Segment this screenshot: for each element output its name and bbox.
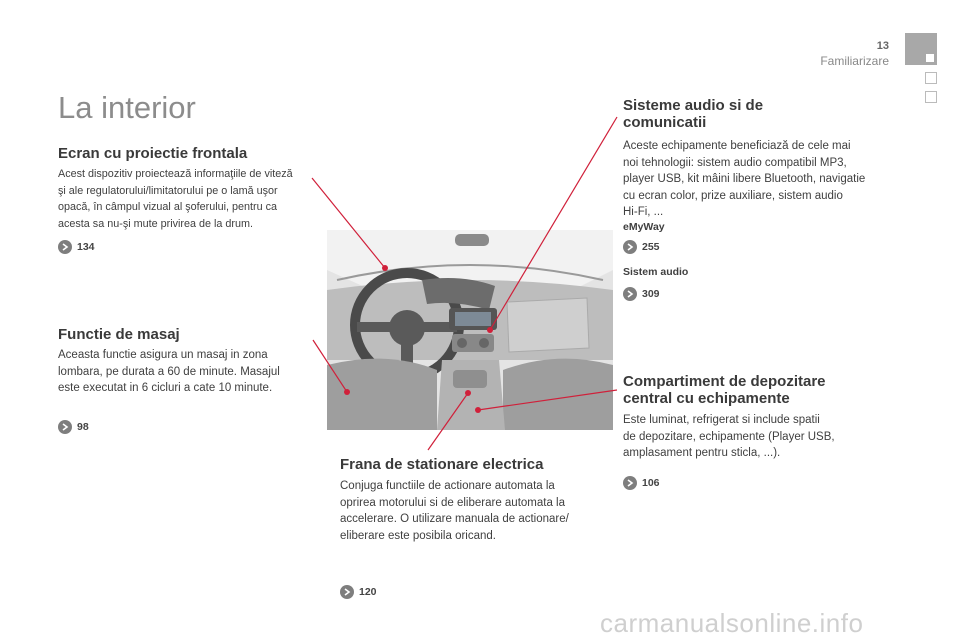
text-line: oprirea motorului si de eliberare automata la xyxy=(340,496,566,509)
text-line: Conjuga functiile de actionare automata la xyxy=(340,480,555,492)
massage-heading: Functie de masaj xyxy=(58,326,180,343)
text-line: este executat in 6 cicluri a cate 10 minute. xyxy=(58,382,273,394)
text-line: lombara, pe durata a 60 de minute. Masajul xyxy=(58,365,280,378)
page-ref-number: 309 xyxy=(642,288,660,300)
text-line: opacă, în câmpul vizual al şoferului, pentru ca xyxy=(58,201,278,213)
emyway-subheading: eMyWay xyxy=(623,221,665,233)
watermark: carmanualsonline.info xyxy=(600,608,864,638)
page-title: La interior xyxy=(58,90,196,125)
hud-heading: Ecran cu proiectie frontala xyxy=(58,145,248,162)
text-line: accelerare. O utilizare manuala de actionare/ xyxy=(340,513,569,525)
text-line: de depozitare, echipamente (Player USB, xyxy=(623,430,835,443)
page-number: 13 xyxy=(876,40,889,52)
parking-brake-heading: Frana de stationare electrica xyxy=(340,456,544,473)
heading-line: comunicatii xyxy=(623,114,707,131)
page-ref-number: 106 xyxy=(642,477,660,489)
text-line: acesta sa nu-şi mute privirea de la drum. xyxy=(58,217,254,230)
page-ref-number: 134 xyxy=(77,241,95,253)
heading-line: central cu echipamente xyxy=(623,390,790,407)
chapter-title: Familiarizare xyxy=(820,54,889,68)
page-ref-number: 255 xyxy=(642,241,660,253)
text-line: cu ecran color, prize auxiliare, sistem audio xyxy=(623,189,843,202)
page-ref-number: 120 xyxy=(359,586,377,598)
page-ref-number: 98 xyxy=(77,421,89,433)
heading-line: Sisteme audio si de xyxy=(623,97,764,114)
text-line: Acest dispozitiv proiectează informaţiile de viteză xyxy=(58,168,293,180)
audio-system-subheading: Sistem audio xyxy=(623,266,689,278)
heading-line: Compartiment de depozitare xyxy=(623,373,826,390)
text-line: Aceasta functie asigura un masaj in zona xyxy=(58,349,268,361)
text-line: Hi-Fi, ... xyxy=(623,206,664,218)
text-line: noi tehnologii: sistem audio compatibil MP3, xyxy=(623,156,847,169)
text-line: amplasament pentru sticla, ...). xyxy=(623,447,781,459)
text-line: şi ale regulatorului/limitatorului pe o lamă uşor xyxy=(58,184,278,197)
text-line: eliberare este posibila oricand. xyxy=(340,529,496,542)
text-line: Aceste echipamente beneficiază de cele mai xyxy=(623,140,851,152)
text-line: player USB, kit mâini libere Bluetooth, navigatie xyxy=(623,173,866,185)
text-line: Este luminat, refrigerat si include spatii xyxy=(623,414,820,426)
